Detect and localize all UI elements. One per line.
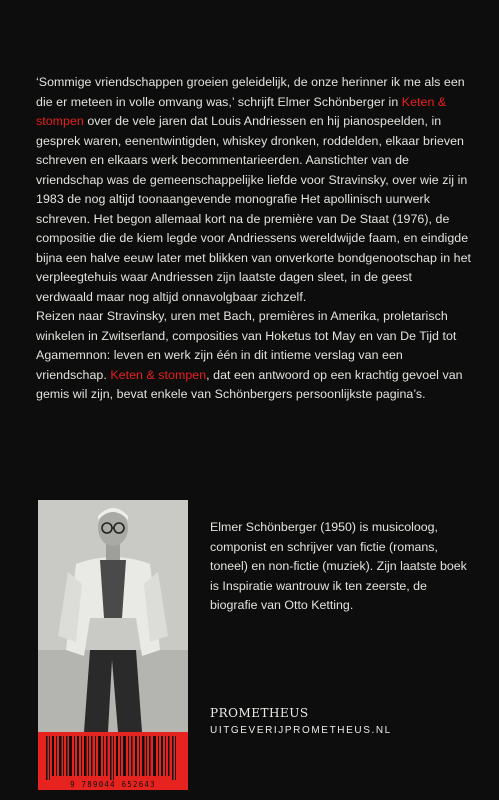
back-cover-blurb — [36, 73, 472, 405]
author-photo — [38, 500, 188, 732]
book-title-highlight: Keten & stompen — [110, 367, 207, 382]
book-title-highlight: Keten & stompen — [36, 94, 447, 128]
blurb-paragraph-2: Reizen naar Stravinsky, uren met Bach, premières in Amerika, proletarisch winkelen in Zwitserland, composities van Hoketus tot May en van De Tijd tot Agamemnon: leven en werk zijn één in dit intieme verslag van een vriendschap. Keten & stompen, dat een antwoord op een krachtig gevoel van gemis wil zijn, bevat enkele van Schönbergers persoonlijkste pagina’s. — [36, 309, 463, 401]
publisher-url: UITGEVERIJPROMETHEUS.NL — [210, 725, 392, 736]
blurb-paragraph-1: ‘Sommige vriendschappen groeien geleidelijk, de onze herinner ik me als een die er meteen in volle omvang was,’ schrijft Elmer Schönberger in Keten & stompen over de vele jaren dat Louis Andriessen en hij pianospeelden, in gesprek waren, eenentwintigden, whiskey dronken, roddelden, elkaar brieven schreven en elkaars werk becommentarieerden. Aanstichter van de vriendschap was de gemeenschappelijke liefde voor Stravinsky, over wie zij in 1983 de nog altijd toonaangevende monografie Het apollinisch uurwerk schreven. Het begon allemaal kort na de première van De Staat (1976), de compositie die de kiem legde voor Andriessens wereldwijde faam, en eindigde bijna een halve eeuw later met blikken van onverkorte bondgenootschap in het verpleegtehuis waar Andriessen zijn laatste dagen sleet, in de geest verdwaald maar nog altijd onnavolgbaar zichzelf. — [36, 75, 472, 304]
publisher-logo: PROMETHEUS — [210, 706, 309, 720]
barcode-digits: 9 789044 652643 — [70, 780, 156, 789]
barcode — [38, 732, 188, 790]
author-bio: Elmer Schönberger (1950) is musicoloog, componist en schrijver van fictie (romans, toneel) en non-fictie (muziek). Zijn laatste boek is Inspiratie wantrouw ik ten zeerste, de biografie van Otto Ketting. — [210, 520, 467, 612]
